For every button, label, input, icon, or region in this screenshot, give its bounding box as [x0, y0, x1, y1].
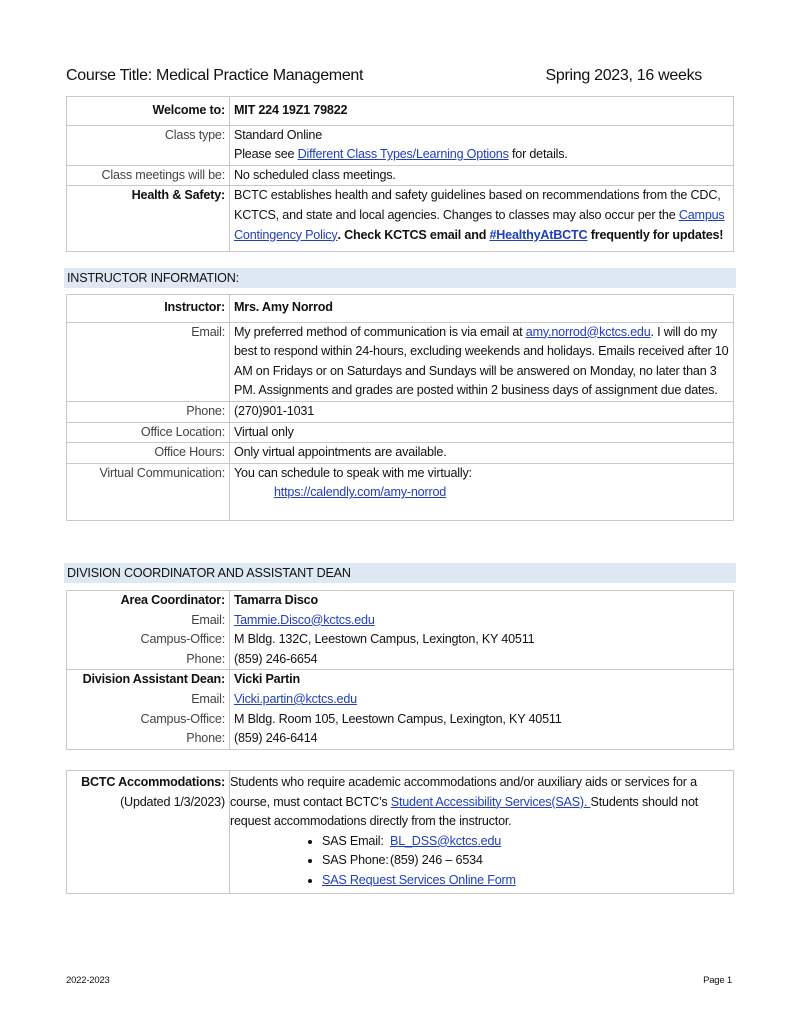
dean-office: M Bldg. Room 105, Leestown Campus, Lexington, KY 40511: [230, 710, 734, 730]
dean-email-label: Email:: [67, 690, 230, 710]
coordinator-office: M Bldg. 132C, Leestown Campus, Lexington, KY 40511: [230, 630, 734, 650]
meetings-value: No scheduled class meetings.: [230, 165, 734, 186]
phone-label: Phone:: [67, 401, 230, 422]
text: Students should not request accommodations directly from the instructor.: [230, 794, 699, 829]
healthy-link[interactable]: #HealthyAtBCTC: [489, 227, 588, 242]
coordinator-phone-label: Phone:: [67, 650, 230, 670]
sas-contact-list: [230, 832, 729, 891]
office-value: Virtual only: [230, 422, 734, 443]
dean-phone: (859) 246-6414: [230, 729, 734, 749]
virtual-label: Virtual Communication:: [67, 463, 230, 520]
dean-office-label: Campus-Office:: [67, 710, 230, 730]
hours-value: Only virtual appointments are available.: [230, 443, 734, 464]
calendly-link[interactable]: https://calendly.com/amy-norrod: [274, 485, 447, 500]
instructor-table: [66, 294, 734, 521]
text: frequently for updates!: [587, 227, 724, 242]
welcome-label: Welcome to:: [67, 97, 230, 126]
text: . Check KCTCS email and: [337, 227, 490, 242]
coordinator-phone: (859) 246-6654: [230, 650, 734, 670]
meetings-label: Class meetings will be:: [67, 165, 230, 186]
course-title: Course Title: Medical Practice Management: [66, 67, 364, 84]
class-types-link[interactable]: Different Class Types/Learning Options: [297, 147, 509, 162]
sas-form-link[interactable]: SAS Request Services Online Form: [322, 872, 516, 887]
term: Spring 2023, 16 weeks: [545, 67, 702, 84]
virtual-value: You can schedule to speak with me virtually:: [234, 465, 472, 480]
instructor-section-header: INSTRUCTOR INFORMATION:: [64, 268, 736, 288]
health-text: BCTC establishes health and safety guidelines based on recommendations from the CDC, KCTCS, and state and local agencies. Changes to classes may also occur per the: [234, 188, 721, 222]
text: Please see: [234, 147, 298, 162]
sas-email-item: [322, 832, 729, 852]
dean-label: Division Assistant Dean:: [67, 670, 230, 690]
office-label: Office Location:: [67, 422, 230, 443]
contingency-link[interactable]: Campus Contingency Policy: [234, 207, 725, 242]
course-table: [66, 96, 734, 252]
email-label: Email:: [67, 322, 230, 401]
coordinator-email-label: Email:: [67, 611, 230, 631]
instructor-email-link[interactable]: amy.norrod@kctcs.edu: [525, 324, 651, 339]
coordinator-email-link[interactable]: Tammie.Disco@kctcs.edu: [234, 612, 375, 627]
accommodations-updated: (Updated 1/3/2023): [120, 794, 225, 809]
instructor-label: Instructor:: [67, 295, 230, 323]
instructor-value: Mrs. Amy Norrod: [230, 295, 734, 323]
dean-email-link[interactable]: Vicki.partin@kctcs.edu: [234, 691, 357, 706]
sas-phone-label: SAS Phone:: [322, 853, 389, 868]
accommodations-label-cell: [67, 771, 230, 894]
phone-value: (270)901-1031: [230, 401, 734, 422]
hours-label: Office Hours:: [67, 443, 230, 464]
welcome-value: MIT 224 19Z1 79822: [230, 97, 734, 126]
division-table: [66, 590, 734, 750]
dean-value: Vicki Partin: [230, 670, 734, 690]
accommodations-table: [66, 770, 734, 894]
sas-phone: (859) 246 – 6534: [390, 853, 483, 868]
sas-phone-item: [322, 851, 729, 871]
text: for details.: [508, 147, 568, 162]
coordinator-office-label: Campus-Office:: [67, 630, 230, 650]
text: . I will do my best to respond within 24-hours, excluding weekends and holidays. Emails received after 10 AM on Fridays or on Saturdays and Sundays will be answered on Monday, no later than 3 PM. Assignments and grades are posted within 2 business days of assignment due dates.: [234, 324, 729, 398]
sas-form-item: [322, 871, 729, 891]
footer-page: Page 1: [703, 975, 732, 986]
class-type-value: Standard Online: [234, 127, 323, 142]
health-label: Health & Safety:: [67, 186, 230, 252]
dean-phone-label: Phone:: [67, 729, 230, 749]
sas-link[interactable]: Student Accessibility Services(SAS).: [390, 794, 591, 809]
coordinator-label: Area Coordinator:: [67, 591, 230, 611]
division-section-header: DIVISION COORDINATOR AND ASSISTANT DEAN: [64, 563, 736, 583]
footer-year: 2022-2023: [66, 975, 110, 986]
text: Students who require academic accommodations and/or auxiliary aids or services for a course, must contact BCTC’s: [230, 775, 697, 809]
sas-email-link[interactable]: BL_DSS@kctcs.edu: [390, 833, 502, 848]
sas-email-label: SAS Email:: [322, 833, 384, 848]
coordinator-value: Tamarra Disco: [230, 591, 734, 611]
text: My preferred method of communication is via email at: [234, 324, 526, 339]
accommodations-label: BCTC Accommodations:: [81, 775, 225, 789]
class-type-label: Class type:: [67, 125, 230, 165]
